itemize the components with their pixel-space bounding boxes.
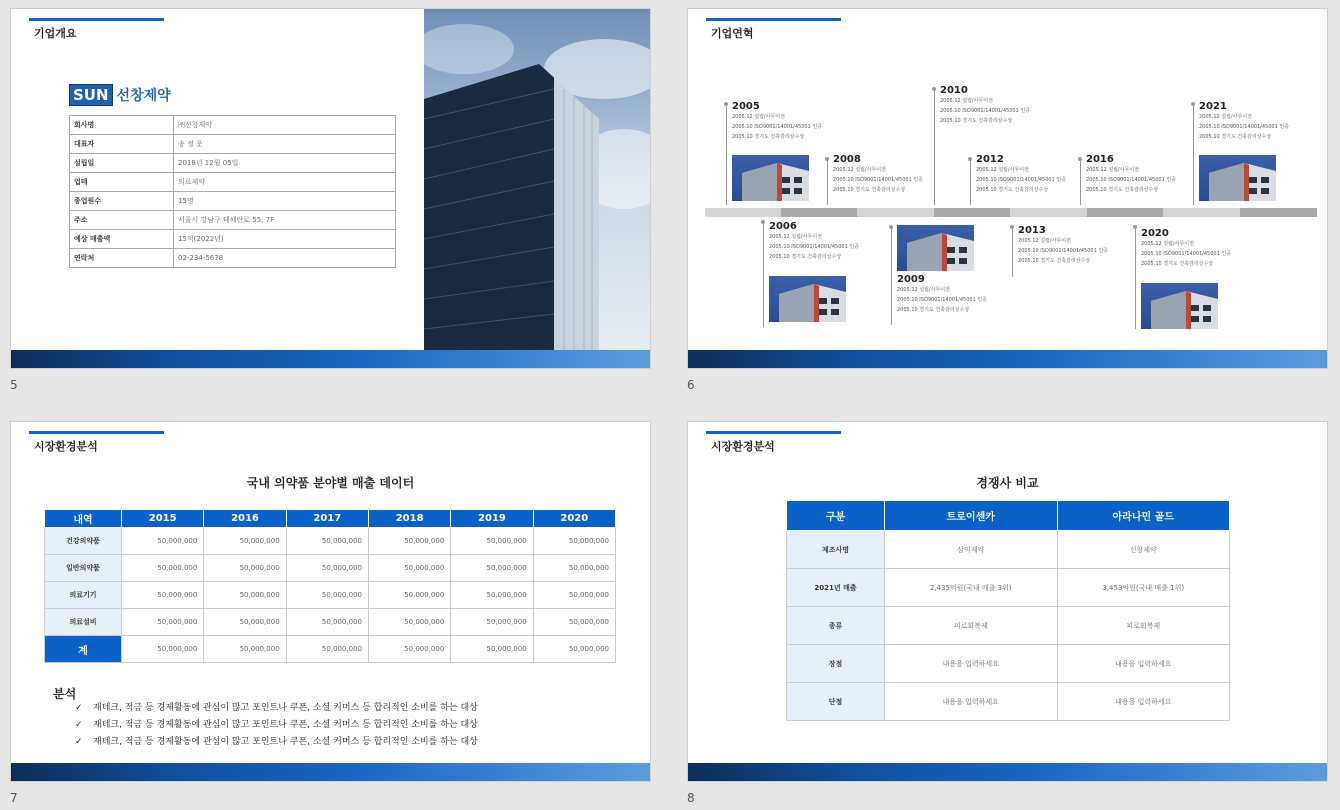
table-row bbox=[70, 192, 396, 211]
timeline-line: 2005.10 ISO9001/14001/45001 인증 bbox=[1086, 177, 1177, 183]
table-cell: 50,000,000 bbox=[286, 555, 368, 582]
timeline-entry-2021 bbox=[1199, 101, 1289, 142]
table-cell: 50,000,000 bbox=[451, 528, 533, 555]
info-value: 02-234-5678 bbox=[174, 249, 396, 268]
info-key: 종업원수 bbox=[70, 192, 174, 211]
timeline-dot bbox=[968, 157, 972, 161]
table-cell: 50,000,000 bbox=[204, 636, 286, 663]
column-header: 구분 bbox=[787, 501, 885, 531]
info-key: 설립일 bbox=[70, 154, 174, 173]
timeline-line: 2005.10 경기도 건축감리상수상 bbox=[833, 187, 906, 193]
company-info-table bbox=[69, 115, 396, 268]
table-cell: 50,000,000 bbox=[368, 609, 450, 636]
building-thumbnail bbox=[897, 225, 974, 271]
timeline-line: 2005.12 설립/사무이전 bbox=[897, 287, 950, 293]
info-key: 예상 매출액 bbox=[70, 230, 174, 249]
timeline-entry-2010 bbox=[940, 85, 1030, 126]
row-header: 의료설비 bbox=[45, 609, 122, 636]
info-value: 서울시 강남구 테헤란로 55, 7F bbox=[174, 211, 396, 230]
column-header: 2019 bbox=[451, 510, 533, 528]
info-key: 연락처 bbox=[70, 249, 174, 268]
table-row bbox=[70, 230, 396, 249]
building-thumb-icon bbox=[897, 225, 974, 271]
slide-8-thumbnail[interactable] bbox=[687, 421, 1328, 782]
timeline-line: 2005.10 ISO9001/14001/45001 인증 bbox=[940, 108, 1031, 114]
table-row bbox=[70, 154, 396, 173]
timeline-dot bbox=[1191, 102, 1195, 106]
timeline-entry-2012 bbox=[976, 154, 1066, 195]
table-row bbox=[70, 116, 396, 135]
column-header: 아라나민 골드 bbox=[1057, 501, 1230, 531]
info-value: ㈜선창제약 bbox=[174, 116, 396, 135]
analysis-heading: 분석 bbox=[53, 687, 77, 701]
timeline-line: 2005.10 경기도 건축감리상수상 bbox=[897, 307, 970, 313]
timeline-line: 2005.12 설립/사무이전 bbox=[940, 98, 993, 104]
building-thumb-icon bbox=[769, 276, 846, 322]
timeline-line: 2005.10 경기도 건축감리상수상 bbox=[976, 187, 1049, 193]
column-header: 트로이센카 bbox=[885, 501, 1058, 531]
row-header: 일반의약품 bbox=[45, 555, 122, 582]
check-icon: ✓ bbox=[75, 703, 83, 713]
table-cell: 50,000,000 bbox=[122, 609, 204, 636]
timeline-entry-2009 bbox=[897, 274, 987, 315]
timeline-entry-2008 bbox=[833, 154, 923, 195]
timeline-entry-2016 bbox=[1086, 154, 1176, 195]
table-cell: 50,000,000 bbox=[368, 555, 450, 582]
timeline-line: 2005.12 설립/사무이전 bbox=[1141, 241, 1194, 247]
timeline-segment bbox=[781, 208, 857, 217]
table-cell: 50,000,000 bbox=[122, 528, 204, 555]
slide-title: 시장환경분석 bbox=[711, 440, 775, 453]
timeline-line: 2005.10 경기도 건축감리상수상 bbox=[769, 254, 842, 260]
timeline-dot bbox=[889, 225, 893, 229]
row-header: 건강의약품 bbox=[45, 528, 122, 555]
timeline-dot bbox=[1133, 225, 1137, 229]
timeline-line: 2005.12 설립/사무이전 bbox=[769, 234, 822, 240]
table-row bbox=[70, 135, 396, 154]
table-cell: 내용을 입력하세요 bbox=[885, 683, 1058, 721]
timeline-line: 2005.10 경기도 건축감리상수상 bbox=[1018, 258, 1091, 264]
building-illustration bbox=[424, 9, 651, 352]
timeline-line: 2005.10 경기도 건축감리상수상 bbox=[940, 118, 1013, 124]
table-cell: 50,000,000 bbox=[533, 582, 615, 609]
slide-footer-bar bbox=[688, 350, 1327, 368]
table-cell: 피로회복제 bbox=[1057, 607, 1230, 645]
building-thumbnail bbox=[732, 155, 809, 201]
table-cell: 50,000,000 bbox=[286, 528, 368, 555]
competitor-comparison-table bbox=[786, 500, 1230, 721]
table-cell: 내용을 입력하세요 bbox=[885, 645, 1058, 683]
logo-name: 선창제약 bbox=[116, 88, 171, 104]
timeline-dot bbox=[1010, 225, 1014, 229]
table-row bbox=[45, 528, 616, 555]
building-thumb-icon bbox=[1199, 155, 1276, 201]
timeline-segment bbox=[1087, 208, 1163, 217]
bullet-text: 재테크, 적금 등 경제활동에 관심이 많고 포인트나 쿠폰, 소셜 커머스 등 합리적인 소비를 하는 대상 bbox=[93, 703, 478, 713]
slide-number: 7 bbox=[10, 791, 18, 805]
table-cell: 내용을 입력하세요 bbox=[1057, 683, 1230, 721]
check-icon: ✓ bbox=[75, 720, 83, 730]
section-heading: 경쟁사 비교 bbox=[976, 476, 1039, 490]
table-cell: 50,000,000 bbox=[286, 609, 368, 636]
timeline-year: 2008 bbox=[833, 154, 861, 165]
timeline-year: 2009 bbox=[897, 274, 925, 285]
timeline-stem bbox=[891, 227, 892, 325]
table-cell: 50,000,000 bbox=[286, 582, 368, 609]
slide-title: 기업개요 bbox=[34, 27, 77, 40]
timeline-line: 2005.10 ISO9001/14001/45001 인증 bbox=[732, 124, 823, 130]
timeline-stem bbox=[934, 89, 935, 205]
slide-number: 6 bbox=[687, 378, 695, 392]
total-row-header: 계 bbox=[45, 636, 122, 663]
timeline-stem bbox=[726, 104, 727, 205]
timeline-entry-2020 bbox=[1141, 228, 1231, 269]
timeline-stem bbox=[1135, 227, 1136, 329]
list-item bbox=[75, 700, 478, 717]
table-cell: 50,000,000 bbox=[122, 555, 204, 582]
timeline-dot bbox=[932, 87, 936, 91]
info-value: 2018년 12월 05일 bbox=[174, 154, 396, 173]
timeline-dot bbox=[724, 102, 728, 106]
info-key: 업태 bbox=[70, 173, 174, 192]
timeline-year: 2005 bbox=[732, 101, 760, 112]
timeline-line: 2005.10 ISO9001/14001/45001 인증 bbox=[1141, 251, 1232, 257]
table-cell: 내용을 입력하세요 bbox=[1057, 645, 1230, 683]
info-value: 15억(2022년) bbox=[174, 230, 396, 249]
info-key: 회사명 bbox=[70, 116, 174, 135]
table-cell: 50,000,000 bbox=[533, 636, 615, 663]
row-header: 장점 bbox=[787, 645, 885, 683]
timeline-segment bbox=[1240, 208, 1317, 217]
timeline-stem bbox=[763, 221, 764, 327]
table-cell: 삼익제약 bbox=[885, 531, 1058, 569]
timeline-year: 2021 bbox=[1199, 101, 1227, 112]
timeline-dot bbox=[1078, 157, 1082, 161]
bullet-text: 재테크, 적금 등 경제활동에 관심이 많고 포인트나 쿠폰, 소셜 커머스 등 합리적인 소비를 하는 대상 bbox=[93, 737, 478, 747]
slide-title: 기업연혁 bbox=[711, 27, 754, 40]
timeline-entry-2006 bbox=[769, 221, 859, 262]
timeline-line: 2005.12 설립/사무이전 bbox=[1086, 167, 1139, 173]
table-cell: 50,000,000 bbox=[451, 555, 533, 582]
table-cell: 50,000,000 bbox=[122, 636, 204, 663]
timeline-line: 2005.10 ISO9001/14001/45001 인증 bbox=[769, 244, 860, 250]
table-row bbox=[787, 683, 1230, 721]
info-value: 15명 bbox=[174, 192, 396, 211]
column-header: 2020 bbox=[533, 510, 615, 528]
table-row bbox=[45, 555, 616, 582]
table-row bbox=[787, 531, 1230, 569]
table-cell: 50,000,000 bbox=[204, 609, 286, 636]
timeline-line: 2005.12 설립/사무이전 bbox=[1199, 114, 1252, 120]
timeline-year: 2006 bbox=[769, 221, 797, 232]
table-cell: 피로회복제 bbox=[885, 607, 1058, 645]
title-accent-bar bbox=[706, 18, 841, 21]
table-cell: 50,000,000 bbox=[451, 582, 533, 609]
timeline-year: 2010 bbox=[940, 85, 968, 96]
timeline-stem bbox=[1012, 227, 1013, 277]
slide-title: 시장환경분석 bbox=[34, 440, 98, 453]
table-header-row bbox=[45, 510, 616, 528]
table-cell: 50,000,000 bbox=[451, 609, 533, 636]
timeline-line: 2005.10 경기도 건축감리상수상 bbox=[1141, 261, 1214, 267]
timeline-line: 2005.12 설립/사무이전 bbox=[732, 114, 785, 120]
slide-footer-bar bbox=[688, 763, 1327, 781]
analysis-bullet-list bbox=[75, 700, 478, 751]
info-key: 대표자 bbox=[70, 135, 174, 154]
timeline-stem bbox=[970, 159, 971, 205]
row-header: 종류 bbox=[787, 607, 885, 645]
building-thumbnail bbox=[769, 276, 846, 322]
list-item bbox=[75, 717, 478, 734]
timeline-line: 2005.10 ISO9001/14001/45001 인증 bbox=[833, 177, 924, 183]
column-header: 2016 bbox=[204, 510, 286, 528]
timeline-stem bbox=[827, 159, 828, 205]
info-value: 의료제약 bbox=[174, 173, 396, 192]
timeline-stem bbox=[1193, 104, 1194, 205]
row-header: 제조사명 bbox=[787, 531, 885, 569]
timeline-line: 2005.10 경기도 건축감리상수상 bbox=[1199, 134, 1272, 140]
timeline-entry-2005 bbox=[732, 101, 822, 142]
slide-number: 5 bbox=[10, 378, 18, 392]
timeline-year: 2016 bbox=[1086, 154, 1114, 165]
table-total-row bbox=[45, 636, 616, 663]
table-cell: 50,000,000 bbox=[122, 582, 204, 609]
slide-5-thumbnail[interactable] bbox=[10, 8, 651, 369]
building-thumbnail bbox=[1141, 283, 1218, 329]
section-heading: 국내 의약품 분야별 매출 데이터 bbox=[246, 476, 415, 490]
slide-footer-bar bbox=[11, 350, 650, 368]
table-cell: 50,000,000 bbox=[204, 582, 286, 609]
building-thumb-icon bbox=[732, 155, 809, 201]
info-value: 송 정 운 bbox=[174, 135, 396, 154]
row-header: 의료기기 bbox=[45, 582, 122, 609]
logo-mark: SUN bbox=[69, 84, 113, 106]
table-row bbox=[70, 173, 396, 192]
timeline-line: 2005.10 ISO9001/14001/45001 인증 bbox=[976, 177, 1067, 183]
timeline-line: 2005.10 ISO9001/14001/45001 인증 bbox=[1199, 124, 1290, 130]
title-accent-bar bbox=[706, 431, 841, 434]
row-header: 2021년 매출 bbox=[787, 569, 885, 607]
table-row bbox=[787, 645, 1230, 683]
column-header: 2018 bbox=[368, 510, 450, 528]
timeline-line: 2005.10 경기도 건축감리상수상 bbox=[732, 134, 805, 140]
row-header: 단점 bbox=[787, 683, 885, 721]
column-header: 내역 bbox=[45, 510, 122, 528]
timeline-dot bbox=[761, 220, 765, 224]
info-key: 주소 bbox=[70, 211, 174, 230]
timeline-line: 2005.12 설립/사무이전 bbox=[1018, 238, 1071, 244]
company-logo bbox=[69, 84, 171, 106]
table-row bbox=[70, 249, 396, 268]
check-icon: ✓ bbox=[75, 737, 83, 747]
timeline-line: 2005.10 ISO9001/14001/45001 인증 bbox=[1018, 248, 1109, 254]
timeline-year: 2020 bbox=[1141, 228, 1169, 239]
table-row bbox=[787, 569, 1230, 607]
table-cell: 50,000,000 bbox=[451, 636, 533, 663]
timeline-year: 2013 bbox=[1018, 225, 1046, 236]
table-cell: 50,000,000 bbox=[533, 528, 615, 555]
slide-6-thumbnail[interactable] bbox=[687, 8, 1328, 369]
column-header: 2015 bbox=[122, 510, 204, 528]
table-row bbox=[45, 582, 616, 609]
list-item bbox=[75, 734, 478, 751]
timeline-year: 2012 bbox=[976, 154, 1004, 165]
slide-footer-bar bbox=[11, 763, 650, 781]
table-row bbox=[787, 607, 1230, 645]
timeline-segment bbox=[934, 208, 1010, 217]
timeline-line: 2005.12 설립/사무이전 bbox=[833, 167, 886, 173]
table-cell: 50,000,000 bbox=[533, 609, 615, 636]
table-cell: 50,000,000 bbox=[533, 555, 615, 582]
table-cell: 50,000,000 bbox=[368, 528, 450, 555]
slide-7-thumbnail[interactable] bbox=[10, 421, 651, 782]
timeline-line: 2005.10 경기도 건축감리상수상 bbox=[1086, 187, 1159, 193]
table-cell: 선창제약 bbox=[1057, 531, 1230, 569]
table-cell: 50,000,000 bbox=[286, 636, 368, 663]
table-cell: 50,000,000 bbox=[368, 582, 450, 609]
bullet-text: 재테크, 적금 등 경제활동에 관심이 많고 포인트나 쿠폰, 소셜 커머스 등 합리적인 소비를 하는 대상 bbox=[93, 720, 478, 730]
timeline-entry-2013 bbox=[1018, 225, 1108, 266]
building-thumb-icon bbox=[1141, 283, 1218, 329]
table-row bbox=[45, 609, 616, 636]
title-accent-bar bbox=[29, 18, 164, 21]
table-cell: 50,000,000 bbox=[368, 636, 450, 663]
market-data-table bbox=[44, 509, 616, 663]
timeline-line: 2005.12 설립/사무이전 bbox=[976, 167, 1029, 173]
title-accent-bar bbox=[29, 431, 164, 434]
timeline-stem bbox=[1080, 159, 1081, 205]
table-cell: 50,000,000 bbox=[204, 555, 286, 582]
timeline-line: 2005.10 ISO9001/14001/45001 인증 bbox=[897, 297, 988, 303]
slide-number: 8 bbox=[687, 791, 695, 805]
table-cell: 50,000,000 bbox=[204, 528, 286, 555]
table-row bbox=[70, 211, 396, 230]
column-header: 2017 bbox=[286, 510, 368, 528]
table-header-row bbox=[787, 501, 1230, 531]
table-cell: 2,435억원(국내 매출 3위) bbox=[885, 569, 1058, 607]
timeline-dot bbox=[825, 157, 829, 161]
table-cell: 3,453억원(국내 매출 1위) bbox=[1057, 569, 1230, 607]
building-thumbnail bbox=[1199, 155, 1276, 201]
building-photo bbox=[424, 9, 651, 352]
